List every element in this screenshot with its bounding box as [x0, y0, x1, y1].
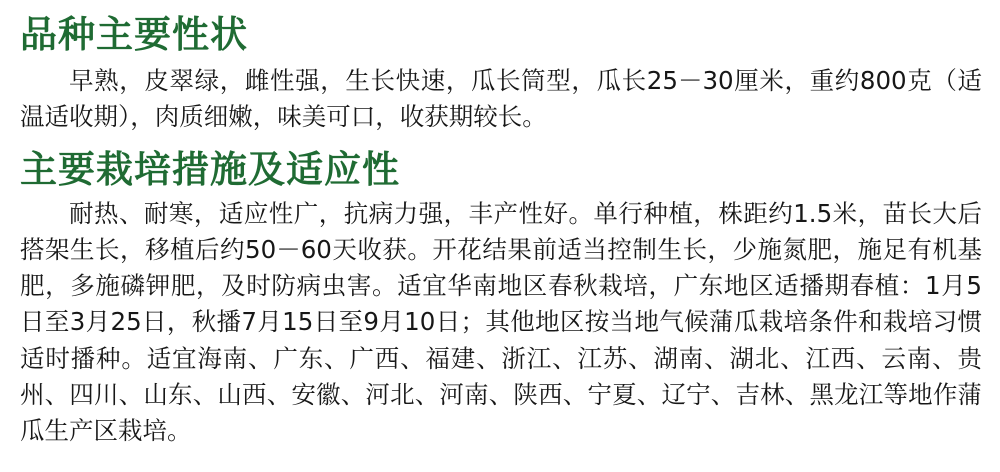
section-cultivation-measures [20, 149, 982, 449]
section-paragraph-cultivation-measures: 耐热、耐寒，适应性广，抗病力强，丰产性好。单行种植，株距约1.5米，苗长大后搭架生长，移植后约50－60天收获。开花结果前适当控制生长，少施氮肥，施足有机基肥，多施磷钾肥，及时防病虫害。适宜华南地区春秋栽培，广东地区适播期春植：1月5日至3月25日，秋播7月15日至9月10日；其他地区按当地气候蒲瓜栽培条件和栽培习惯适时播种。适宜海南、广东、广西、福建、浙江、江苏、湖南、湖北、江西、云南、贵州、四川、山东、山西、安徽、河北、河南、陕西、宁夏、辽宁、吉林、黑龙江等地作蒲瓜生产区栽培。 [20, 198, 982, 446]
section-variety-traits [20, 14, 982, 135]
section-heading-variety-traits: 品种主要性状 [20, 13, 248, 56]
section-heading-cultivation-measures: 主要栽培措施及适应性 [20, 148, 400, 192]
section-paragraph-variety-traits: 早熟，皮翠绿，雌性强，生长快速，瓜长筒型，瓜长25－30厘米，重约800克（适温适收期），肉质细嫩，味美可口，收获期较长。 [20, 65, 982, 131]
